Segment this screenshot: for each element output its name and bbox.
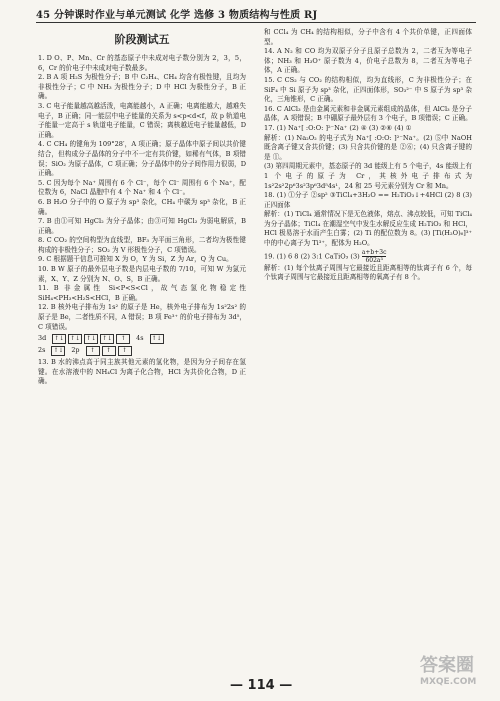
answer-9: 9. C 根据题干信息可推知 X 为 O，Y 为 Si，Z 为 Ar，Q 为 Cu。 — [38, 255, 233, 264]
orbital-label-2p: 2p — [71, 346, 80, 355]
orbital-diagram-3d4s — [38, 334, 246, 344]
answer-19 — [264, 249, 472, 264]
page-number: — 114 — — [230, 678, 293, 693]
orbital-label-4s: 4s — [136, 334, 144, 343]
answer-10: 10. B W 原子的最外层电子数是内层电子数的 7/10，可知 W 为氯元素，X、Y、Z 分别为 N、O、S，B 正确。 — [38, 265, 246, 283]
answer-6: 6. B H₂O 分子中的 O 原子为 sp³ 杂化，CH₄ 中碳为 sp³ 杂化，B 正确。 — [38, 197, 246, 216]
orbital-box: ↑ — [118, 346, 132, 356]
orbital-box: ↑ — [86, 346, 100, 356]
answer-11: 11. B 非金属性 Si<P<S<Cl，故气态氢化物稳定性 SiH₄<PH₃<H₂S<HCl，B 正确。 — [38, 284, 246, 302]
answer-13: 13. B 水的沸点高于同主族其他元素的氢化物，是因为分子间存在氢键。在水溶液中的 NH₄Cl 为离子化合物，HCl 为共价化合物，D 正确。 — [38, 358, 246, 386]
formula-denominator: 602a³ — [365, 256, 383, 264]
answer-13-cont: 和 CCl₄ 为 CH₄ 的结构相似，分子中含有 4 个共价单键，正四面体型。 — [264, 28, 472, 46]
answer-1: 1. D O、P、Mn、Cr 的基态原子中未成对电子数分别为 2，3，5，6，Cr 的价电子中未成对电子数最多。 — [38, 54, 246, 72]
orbital-box: ↑ — [102, 346, 116, 356]
answer-19-text: 19. (1) 6 8 (2) 3:1 CaTiO₃ (3) — [264, 252, 360, 261]
watermark-logo — [420, 655, 494, 695]
answer-8: 8. C CO₂ 的空间构型为直线型，BF₃ 为平面三角形，二者均为极性键构成的非极性分子；SO₂ 为 V 形极性分子，C 项错误。 — [38, 236, 246, 254]
answer-2: 2. B A 项 H₂S 为极性分子；B 中 C₂H₄、CH₄ 均含有极性键，且均为非极性分子；C 中 NH₃ 为极性分子；D 中 HCl 为极性分子，B 正确。 — [38, 73, 246, 101]
watermark-text-en: MXQE.COM — [420, 677, 477, 687]
answer-19-analysis: 解析：(1) 每个钛离子周围与它最接近且距离相等的钛离子有 6 个，每个钛离子周围与它最接近且距离相等的氧离子有 8 个。 — [264, 263, 472, 282]
orbital-box: ↑ — [116, 334, 130, 344]
answer-17: 17. (1) Na⁺[ :O:O: ]²⁻Na⁺ (2) ④ (3) ②⑥ (4) ① — [264, 123, 412, 132]
orbital-box: ↑↓ — [151, 335, 162, 343]
answer-4: 4. C CH₄ 的键角为 109°28′，A 项正确；原子晶体中原子间以共价键结合，但构成分子晶体的分子中不一定有共价键，如稀有气体，B 项错误；SiO₂ 为原子晶体，C 项正确；分子晶体中的分子间作用力很弱，D 正确。 — [38, 140, 246, 178]
orbital-box: ↑↓ — [54, 335, 65, 343]
formula-numerator: a+b+3c — [361, 248, 387, 256]
orbital-box: ↑↓ — [53, 347, 64, 355]
answer-17-part3: (3) 第四周期元素中，基态原子的 3d 能级上有 5 个电子，4s 能级上有 1 个电子的原子为 Cr，其核外电子排布式为 1s²2s²2p⁶3s²3p⁶3d⁵4s¹，24 和 25 号元素分别为 Cr 和 Mn。 — [264, 162, 472, 190]
answer-15: 15. C CS₂ 与 CO₂ 的结构相似，均为直线形，C 为非极性分子；在 SiF₄ 中 Si 原子为 sp³ 杂化，正四面体形，SO₃²⁻ 中 S 原子为 sp³ 杂化，三角锥形，C 正确。 — [264, 75, 472, 104]
answer-3: 3. C 电子能量越高越活泼，电离能越小，A 正确；电离能越大，越难失电子，B 正确；同一能层中电子能量的关系为 s<p<d<f，故 p 轨道电子能量一定高于 s 轨道电子能量，C 错误；离核越近电子能量越低，D 正确。 — [38, 101, 246, 139]
orbital-label-2s: 2s — [38, 346, 46, 355]
answer-18: 18. (1) ①分子 ②sp² ③TiCl₄+3H₂O == H₂TiO₃↓+4HCl (2) 8 (3) 正四面体 — [264, 191, 472, 209]
right-column — [264, 28, 472, 283]
answer-5: 5. C 因为每个 Na⁺ 周围有 6 个 Cl⁻，每个 Cl⁻ 周围有 6 个 Na⁺，配位数为 6，NaCl 晶胞中有 4 个 Na⁺ 和 4 个 Cl⁻。 — [38, 178, 246, 197]
answer-16: 16. C AlCl₃ 是由金属元素和非金属元素组成的晶体，但 AlCl₃ 是分子晶体，A 项错误；B 中硼原子最外层有 3 个电子，B 项错误；C 正确。 — [264, 104, 472, 123]
orbital-box: ↑↓ — [102, 335, 113, 343]
orbital-box: ↑↓ — [70, 335, 81, 343]
answer-17-analysis: 解析：(1) Na₂O₂ 的电子式为 Na⁺[ :O:O: ]²⁻Na⁺。(2) ⑤中 NaOH 既含离子键又含共价键；(3) 只含共价键的是 ②⑥；(4) 只含离子键的是 ①。 — [264, 133, 472, 161]
section-title: 阶段测试五 — [114, 33, 170, 46]
answer-7: 7. B 由①可知 HgCl₂ 为分子晶体；由③可知 HgCl₂ 为弱电解质，B 正确。 — [38, 217, 246, 235]
orbital-box: ↑↓ — [86, 335, 97, 343]
orbital-diagram-2s2p — [38, 346, 246, 356]
density-formula — [362, 249, 387, 264]
orbital-label-3d: 3d — [38, 334, 47, 343]
answer-14: 14. A N₂ 和 CO 均为双原子分子且原子总数为 2，二者互为等电子体；NH₃ 和 H₃O⁺ 原子数为 4，价电子总数为 8，二者互为等电子体，A 正确。 — [264, 47, 472, 75]
watermark-text-cn: 答案圈 — [420, 655, 474, 676]
answer-18-analysis: 解析：(1) TiCl₄ 通常情况下是无色液体，熔点、沸点较低，可知 TiCl₄ 为分子晶体；TiCl₄ 在潮湿空气中发生水解反应生成 H₂TiO₃ 和 HCl，HCl 极易溶于水而产生白雾；(2) Ti 的配位数为 8。(3) [Ti(H₂O)₆]³⁺ 中的中心离子为 Ti³⁺，配体为 H₂O。 — [264, 210, 472, 248]
left-column — [38, 28, 246, 387]
running-header: 45 分钟课时作业与单元测试 化学 选修 3 物质结构与性质 RJ — [36, 6, 476, 23]
answer-12: 12. B 核外电子排布为 1s² 的原子是 He，核外电子排布为 1s²2s² 的原子是 Be，二者性质不同，A 错误；B 项 Fe³⁺ 的价电子排布为 3d⁵，C 项错误。 — [38, 303, 246, 331]
